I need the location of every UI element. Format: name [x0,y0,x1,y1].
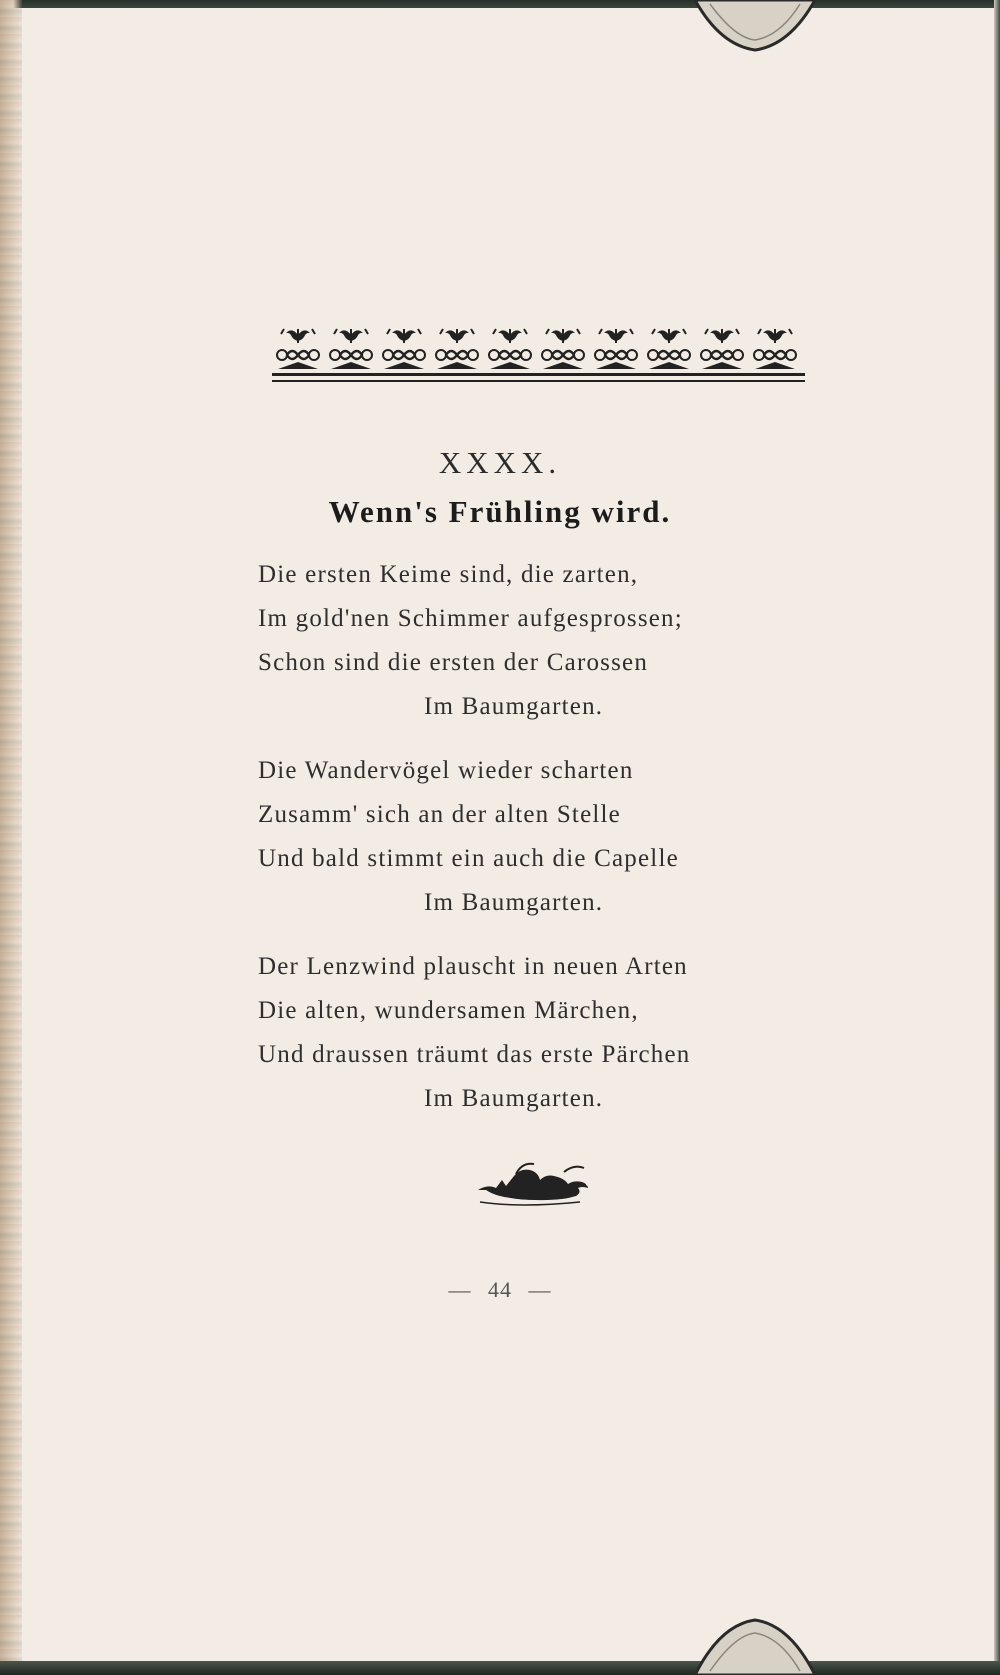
verse-line: Im gold'nen Schimmer aufgesprossen; [258,605,683,632]
chapter-number: XXXX. [438,445,562,480]
refrain-line: Im Baumgarten. [424,693,604,720]
verse-line: Die Wandervögel wieder scharten [258,757,634,784]
verse-line: Die alten, wundersamen Märchen, [258,997,639,1024]
cover-bottom-edge [0,1661,1000,1675]
verse-line: Und draussen träumt das erste Pärchen [258,1041,691,1068]
verse-line: Und bald stimmt ein auch die Capelle [258,845,679,872]
stanza [258,553,878,729]
dash-right: — [528,1277,552,1302]
dragon-vignette-icon [476,1160,606,1206]
verse-line: Der Lenzwind plauscht in neuen Arten [258,953,688,980]
fleuron-border-icon [272,325,807,393]
page-number-footer [0,1277,1000,1303]
verse-line: Die ersten Keime sind, die zarten, [258,561,639,588]
stanza [258,945,878,1121]
cover-top-edge [0,0,1000,8]
page-clip-top-icon [690,0,820,70]
verse-line: Schon sind die ersten der Carossen [258,649,649,676]
page-clip-bottom-icon [690,1605,820,1675]
dash-left: — [448,1277,472,1302]
page-number: 44 [488,1277,512,1302]
page-right-edge [994,0,1000,1675]
refrain-line: Im Baumgarten. [424,1085,604,1112]
poem-title: Wenn's Frühling wird. [328,494,672,529]
stanza [258,749,878,925]
refrain-line: Im Baumgarten. [424,889,604,916]
page-binding-edge [0,0,22,1675]
verse-line: Zusamm' sich an der alten Stelle [258,801,621,828]
